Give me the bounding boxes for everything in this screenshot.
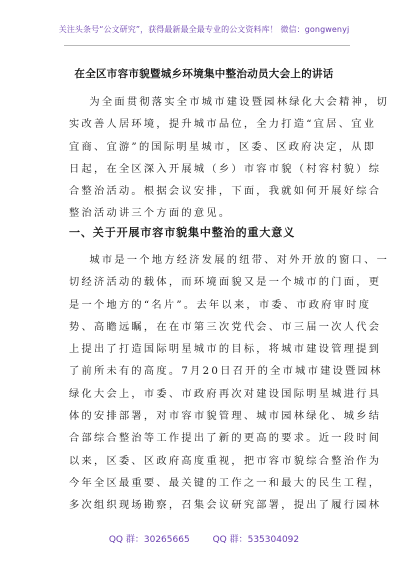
footer xyxy=(0,532,408,545)
paragraph-line: 多次组织现场勘察，召集会议研究部署，提出了履行园林 xyxy=(69,500,382,512)
paragraph-line: 切经济活动的载体，而环境面貌又是一个城市的门面，更 xyxy=(69,277,382,289)
paragraph-line: 绿化大会上，市委、市政府再次对建设国际明星城进行具 xyxy=(69,388,382,400)
paragraph-line: 为全面贯彻落实全市城市建设暨园林绿化大会精神，切 xyxy=(89,97,390,108)
paragraph-line: 合部综合整治等工作提出了新的更高的要求。近一段时间 xyxy=(69,433,382,445)
paragraph-line: 今年全区最重要、最关键的工作之一和最大的民生工程， xyxy=(69,477,382,489)
paragraph-line: 城市是一个地方经济发展的纽带、对外开放的窗口、一 xyxy=(89,255,390,266)
footer-qq-group-1: QQ 群：30265665 xyxy=(108,535,190,545)
body-paragraph xyxy=(69,250,390,518)
header-note: 关注头条号“公文研究”，获得最新最全最专业的公文资料库！ 微信：gongwenyj xyxy=(58,25,350,34)
paragraph-line: 上提出了打造国际明星城市的目标，将城市建设管理提到 xyxy=(69,344,382,356)
paragraph-line: 以来，区委、区政府高度重视，把市容市貌综合整治作为 xyxy=(69,455,382,467)
footer-qq-group-2: QQ 群：535304092 xyxy=(212,535,300,545)
paragraph-line: 势、高瞻远瞩，在在市第三次党代会、市三届一次人代会 xyxy=(69,321,382,333)
paragraph-line: 了前所未有的高度。7月20日召开的全市城市建设暨园林 xyxy=(69,366,383,378)
paragraph-line: 合整治活动。根据会议安排，下面，我就如何开展好综合 xyxy=(69,186,382,198)
paragraph-line: 日起，在全区深入开展城（乡）市容市貌（村容村貌）综 xyxy=(69,163,382,175)
paragraph-line: 体的安排部署，对市容市貌管理、城市园林绿化、城乡结 xyxy=(69,411,382,423)
paragraph-line: 实改善人居环境，提升城市品位，全力打造“宜居、宜业 xyxy=(69,119,377,131)
header-divider xyxy=(64,45,350,46)
intro-paragraph xyxy=(69,92,390,226)
section-heading: 一、关于开展市容市貌集中整治的重大意义 xyxy=(69,226,296,239)
paragraph-line: 宜商、宜游”的国际明星城市，区委、区政府决定，从即 xyxy=(69,141,377,153)
document-title: 在全区市容市貌暨城乡环境集中整治动员大会上的讲话 xyxy=(74,68,334,80)
paragraph-line: 整治活动讲三个方面的意见。 xyxy=(69,208,232,220)
paragraph-line: 是一个地方的“名片”。去年以来，市委、市政府审时度 xyxy=(69,299,372,311)
